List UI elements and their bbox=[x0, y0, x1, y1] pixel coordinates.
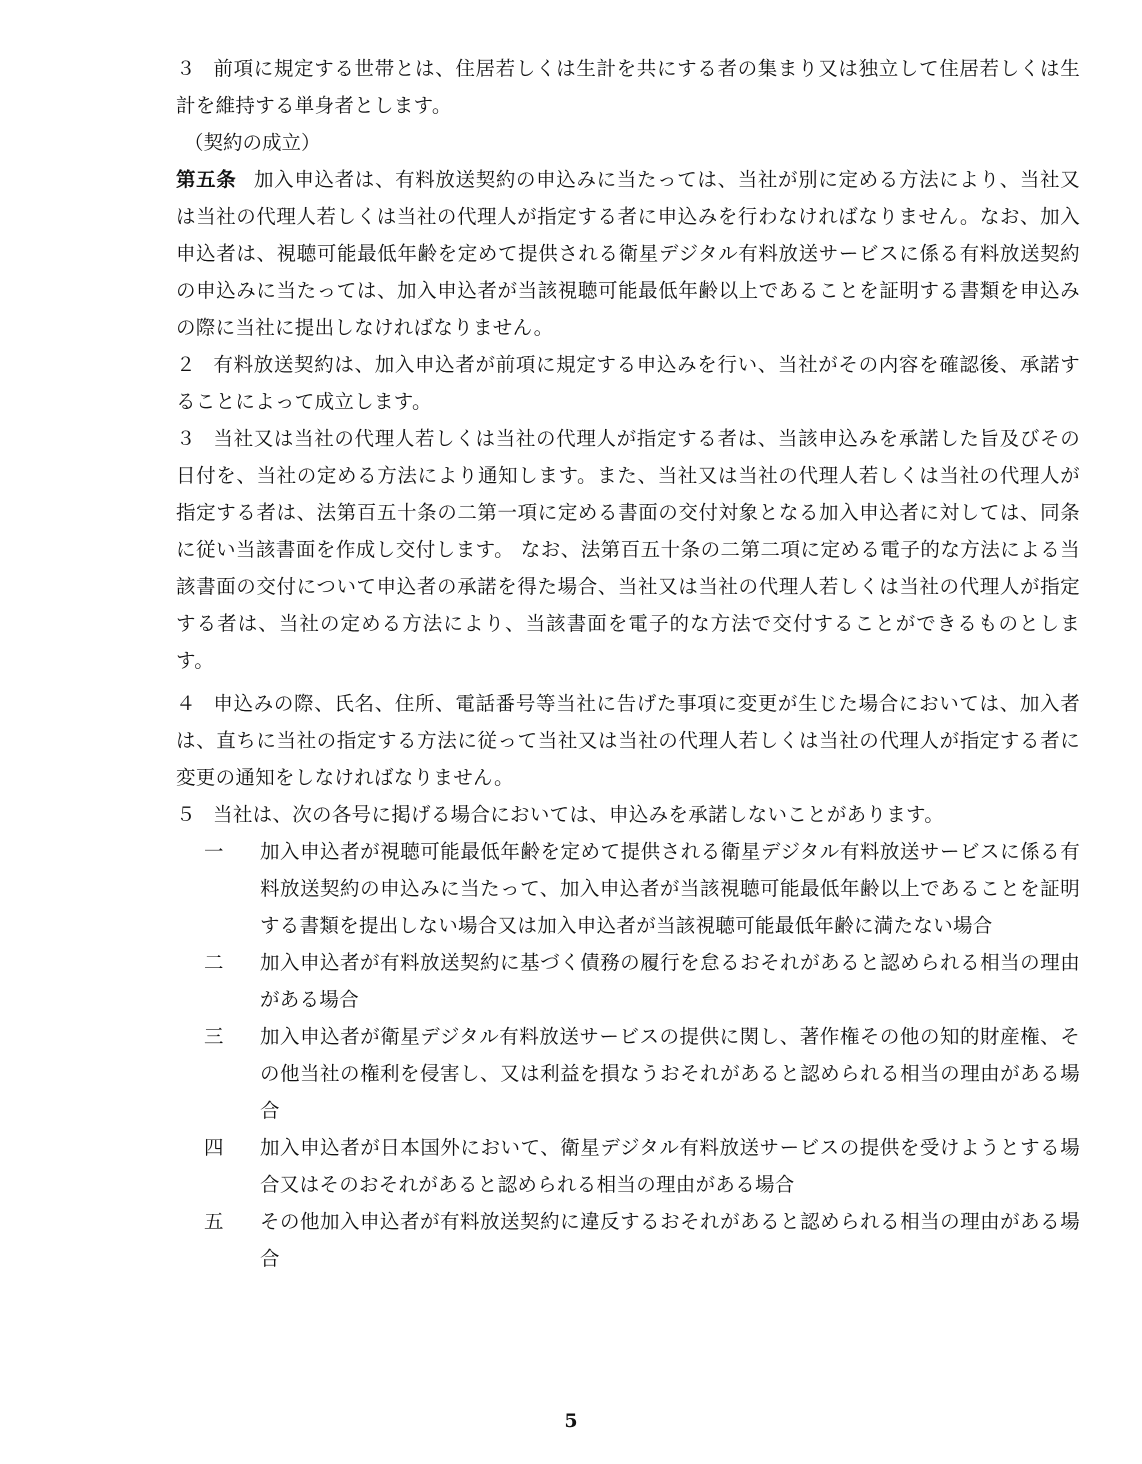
clause-number: ２ bbox=[176, 353, 196, 376]
list-item bbox=[176, 944, 1080, 1018]
clause-number: ３ bbox=[176, 427, 196, 450]
clause-4 bbox=[176, 685, 1080, 796]
item-text: 加入申込者が有料放送契約に基づく債務の履行を怠るおそれがあると認められる相当の理由がある場合 bbox=[260, 951, 1080, 1011]
item-text: その他加入申込者が有料放送契約に違反するおそれがあると認められる相当の理由がある場合 bbox=[260, 1210, 1080, 1270]
item-marker: 一 bbox=[204, 840, 224, 863]
section-heading: （契約の成立） bbox=[184, 131, 321, 154]
clause-5 bbox=[176, 796, 1080, 833]
item-marker: 五 bbox=[204, 1210, 224, 1233]
clause-text: 前項に規定する世帯とは、住居若しくは生計を共にする者の集まり又は独立して住居若しくは生計を維持する単身者とします。 bbox=[176, 57, 1080, 117]
clause-3-previous bbox=[176, 50, 1080, 124]
clause-5-items bbox=[176, 833, 1080, 1277]
clause-number: ３ bbox=[176, 57, 196, 80]
clause-number: ５ bbox=[176, 803, 196, 826]
list-item bbox=[176, 1129, 1080, 1203]
item-marker: 三 bbox=[204, 1025, 224, 1048]
clause-text: 有料放送契約は、加入申込者が前項に規定する申込みを行い、当社がその内容を確認後、承諾することによって成立します。 bbox=[176, 353, 1080, 413]
clause-number: ４ bbox=[176, 692, 196, 715]
item-text: 加入申込者が日本国外において、衛星デジタル有料放送サービスの提供を受けようとする場合又はそのおそれがあると認められる相当の理由がある場合 bbox=[260, 1136, 1080, 1196]
item-text: 加入申込者が衛星デジタル有料放送サービスの提供に関し、著作権その他の知的財産権、その他当社の権利を侵害し、又は利益を損なうおそれがあると認められる相当の理由がある場合 bbox=[260, 1025, 1080, 1122]
list-item bbox=[176, 1018, 1080, 1129]
list-item bbox=[176, 1203, 1080, 1277]
page-number: 5 bbox=[564, 1410, 578, 1432]
article-text: 加入申込者は、有料放送契約の申込みに当たっては、当社が別に定める方法により、当社又は当社の代理人若しくは当社の代理人が指定する者に申込みを行わなければなりません。なお、加入申込者は、視聴可能最低年齢を定めて提供される衛星デジタル有料放送サービスに係る有料放送契約の申込みに当たっては、加入申込者が当該視聴可能最低年齢以上であることを証明する書類を申込みの際に当社に提出しなければなりません。 bbox=[176, 168, 1080, 339]
item-marker: 二 bbox=[204, 951, 224, 974]
article-5 bbox=[176, 161, 1080, 346]
clause-text: 当社又は当社の代理人若しくは当社の代理人が指定する者は、当該申込みを承諾した旨及びその日付を、当社の定める方法により通知します。また、当社又は当社の代理人若しくは当社の代理人が指定する者は、法第百五十条の二第一項に定める書面の交付対象となる加入申込者に対しては、同条に従い当該書面を作成し交付します。 なお、法第百五十条の二第二項に定める電子的な方法による当該書面の交付について申込者の承諾を得た場合、当社又は当社の代理人若しくは当社の代理人が指定する者は、当社の定める方法により、当該書面を電子的な方法で交付することができるものとします。 bbox=[176, 427, 1081, 672]
document-page bbox=[176, 50, 1080, 1277]
item-marker: 四 bbox=[204, 1136, 224, 1159]
clause-2 bbox=[176, 346, 1080, 420]
article-label: 第五条 bbox=[176, 168, 237, 191]
clause-text: 申込みの際、氏名、住所、電話番号等当社に告げた事項に変更が生じた場合においては、加入者は、直ちに当社の指定する方法に従って当社又は当社の代理人若しくは当社の代理人が指定する者に変更の通知をしなければなりません。 bbox=[176, 692, 1081, 789]
clause-text: 当社は、次の各号に掲げる場合においては、申込みを承諾しないことがあります。 bbox=[213, 803, 945, 826]
item-text: 加入申込者が視聴可能最低年齢を定めて提供される衛星デジタル有料放送サービスに係る有料放送契約の申込みに当たって、加入申込者が当該視聴可能最低年齢以上であることを証明する書類を提出しない場合又は加入申込者が当該視聴可能最低年齢に満たない場合 bbox=[260, 840, 1080, 937]
list-item bbox=[176, 833, 1080, 944]
clause-3 bbox=[176, 420, 1080, 679]
